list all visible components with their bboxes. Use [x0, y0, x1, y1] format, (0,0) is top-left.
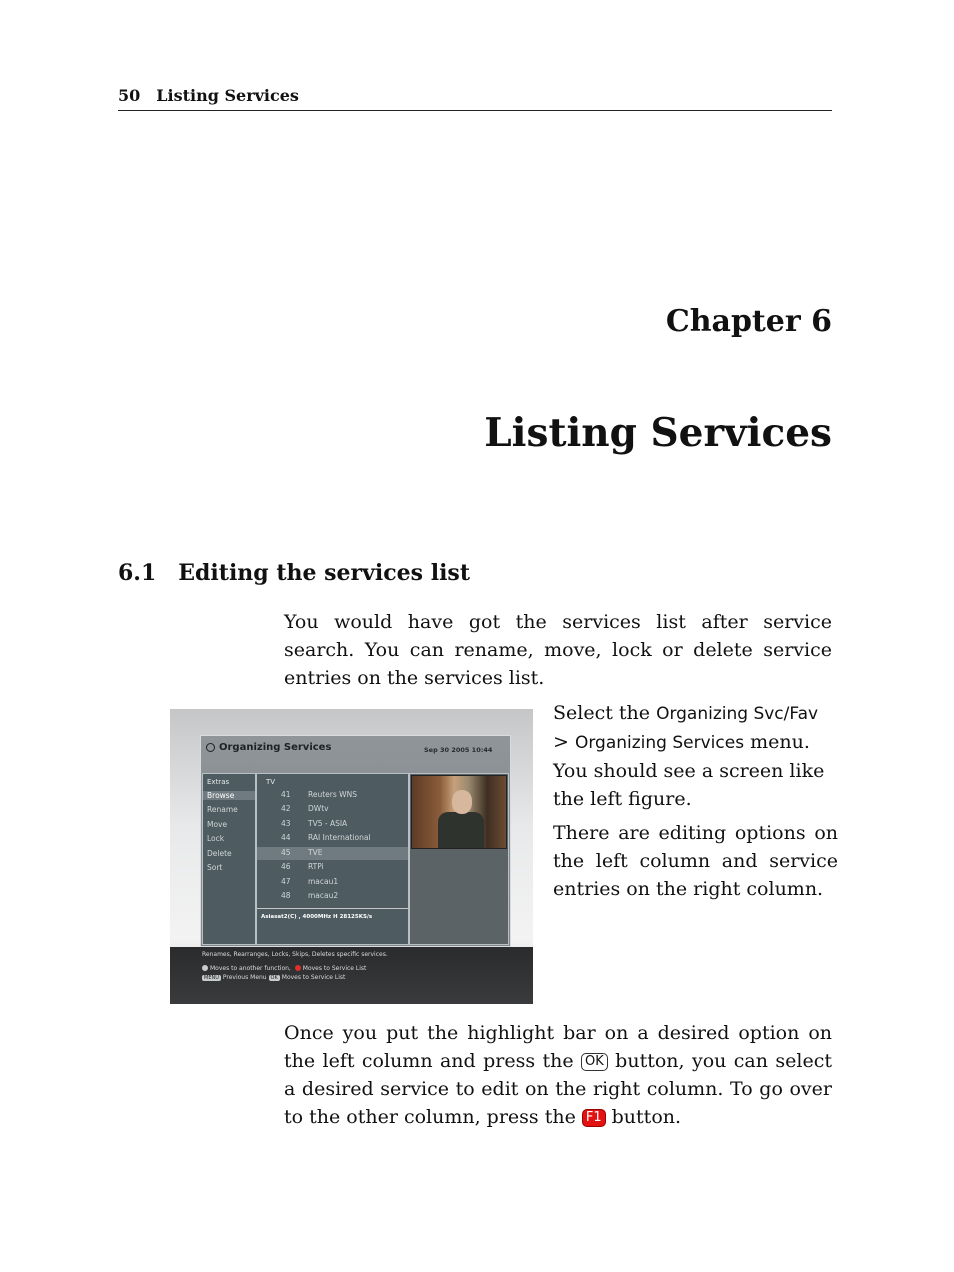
hint-line-2 — [202, 974, 345, 981]
highlight-prefix: Once you put the highlight bar on a desired option on the left column and press the — [284, 1022, 832, 1072]
service-row[interactable] — [257, 876, 408, 889]
options-column — [202, 773, 256, 945]
figure-title-text: Organizing Services — [219, 742, 332, 753]
running-header — [118, 86, 832, 111]
hint-menu: Previous Menu — [222, 974, 267, 981]
option-move[interactable]: Move — [207, 820, 228, 829]
ok-key-small-icon: OK — [270, 975, 278, 981]
menu-name-2: Organizing Services — [574, 733, 745, 753]
option-browse[interactable]: Browse — [203, 791, 255, 800]
service-number: 41 — [281, 790, 291, 799]
video-preview-image — [411, 775, 507, 849]
highlight-middle: button, you can select a desired service to edit on the right column. To go over to the other column, press the — [284, 1050, 832, 1128]
ok-key-icon: OK — [581, 1053, 608, 1071]
hint-move: Moves to another function, — [210, 965, 291, 972]
service-name: Reuters WNS — [308, 790, 357, 799]
divider — [257, 908, 408, 909]
options-header: Extras — [207, 778, 230, 786]
hint-red: Moves to Service List — [302, 965, 367, 972]
service-row[interactable] — [257, 890, 408, 903]
highlight-paragraph — [284, 1019, 832, 1131]
menu-separator: > — [553, 731, 575, 753]
up-down-arrows-icon — [202, 965, 208, 971]
running-title: Listing Services — [156, 86, 299, 105]
menu-name-1: Organizing Svc/Fav — [656, 704, 819, 724]
option-rename[interactable]: Rename — [207, 805, 238, 814]
service-name: TV5 - ASIA — [308, 819, 348, 828]
globe-icon — [206, 743, 215, 752]
service-row-selected[interactable] — [257, 847, 408, 860]
hint-line-1 — [202, 965, 366, 972]
service-number: 43 — [281, 819, 291, 828]
service-number: 48 — [281, 891, 291, 900]
services-header: TV — [266, 778, 276, 786]
service-name: macau2 — [308, 891, 339, 900]
service-name: RAI International — [308, 833, 371, 842]
person-face — [452, 790, 472, 814]
service-row[interactable] — [257, 861, 408, 874]
service-number: 47 — [281, 877, 291, 886]
help-bar — [170, 947, 533, 1004]
hint-ok: Moves to Service List — [281, 974, 346, 981]
option-delete[interactable]: Delete — [207, 849, 232, 858]
service-name: TVE — [308, 848, 323, 857]
service-name: macau1 — [308, 877, 339, 886]
service-number: 46 — [281, 862, 291, 871]
option-sort[interactable]: Sort — [207, 863, 223, 872]
service-number: 42 — [281, 804, 291, 813]
service-row[interactable] — [257, 803, 408, 816]
select-prefix: Select the — [553, 702, 657, 724]
service-number: 44 — [281, 833, 291, 842]
service-row[interactable] — [257, 832, 408, 845]
organizing-services-figure — [170, 709, 533, 1004]
editing-options-paragraph: There are editing options on the left column and service entries on the right column. — [553, 822, 838, 900]
services-column — [256, 773, 409, 945]
person-body — [438, 812, 484, 848]
section-number: 6.1 — [118, 560, 157, 586]
service-row[interactable] — [257, 789, 408, 802]
service-name: DWtv — [308, 804, 329, 813]
service-row[interactable] — [257, 818, 408, 831]
option-lock[interactable]: Lock — [207, 834, 225, 843]
service-number: 45 — [281, 848, 291, 857]
chapter-title: Listing Services — [484, 410, 832, 456]
select-suffix: menu. You should see a screen like the left figure. — [553, 731, 825, 810]
figure-datetime: Sep 30 2005 10:44 — [424, 746, 493, 754]
page-number: 50 — [118, 86, 141, 105]
section-title: Editing the services list — [178, 560, 470, 586]
help-line: Renames, Rearranges, Locks, Skips, Deletes specific services. — [202, 951, 388, 958]
intro-paragraph: You would have got the services list after service search. You can rename, move, lock or delete service entries on the services list. — [284, 611, 832, 689]
satellite-info: Asiasat2(C) , 4000MHz H 28125KS/s — [261, 914, 373, 920]
chapter-label: Chapter 6 — [665, 304, 832, 339]
figure-title — [206, 742, 331, 753]
section-heading — [118, 560, 470, 586]
select-menu-paragraph — [553, 699, 838, 813]
red-button-icon — [295, 965, 301, 971]
service-name: RTPi — [308, 862, 324, 871]
f1-key-icon: F1 — [582, 1109, 606, 1127]
menu-key-icon: MENU — [204, 975, 219, 981]
highlight-suffix: button. — [605, 1106, 682, 1128]
